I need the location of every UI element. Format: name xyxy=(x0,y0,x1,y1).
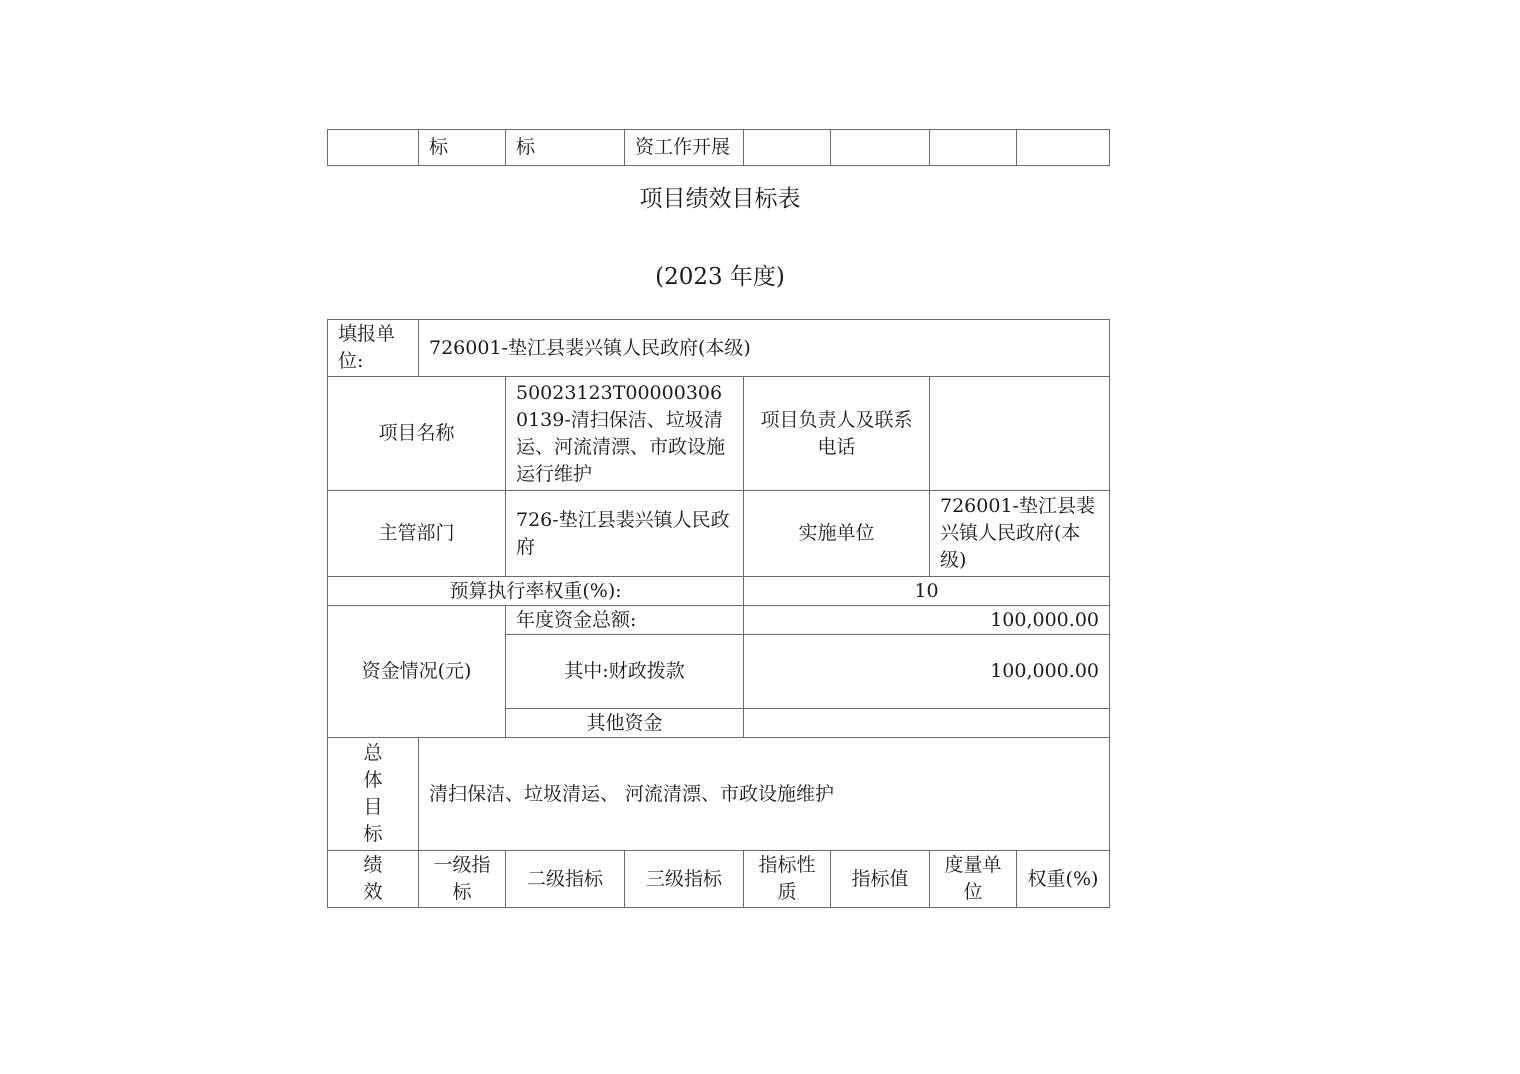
dept-label: 主管部门 xyxy=(328,491,506,577)
funds-total-label: 年度资金总额: xyxy=(506,606,744,635)
table-cell xyxy=(831,130,930,166)
table-cell: 资工作开展 xyxy=(625,130,744,166)
table-row xyxy=(328,130,1110,166)
funds-other-label: 其他资金 xyxy=(506,709,744,738)
impl-unit-value: 726001-垫江县裴兴镇人民政府(本级) xyxy=(930,491,1110,577)
overall-goal-value: 清扫保洁、垃圾清运、 河流清漂、市政设施维护 xyxy=(419,738,1110,851)
level3-indicator-header: 三级指标 xyxy=(625,851,744,908)
table-cell xyxy=(744,130,831,166)
funds-fiscal-value: 100,000.00 xyxy=(744,635,1110,709)
unit-label: 填报单位: xyxy=(328,320,419,377)
funds-total-value: 100,000.00 xyxy=(744,606,1110,635)
label-char: 总 xyxy=(363,742,383,764)
project-name-value: 50023123T000003060139-清扫保洁、垃圾清运、河流清漂、市政设施运行维护 xyxy=(506,377,744,491)
measure-unit-header: 度量单位 xyxy=(930,851,1017,908)
weight-header: 权重(%) xyxy=(1017,851,1110,908)
funds-label: 资金情况(元) xyxy=(328,606,506,738)
indicator-value-header: 指标值 xyxy=(831,851,930,908)
project-name-row xyxy=(328,377,1110,491)
table-cell xyxy=(1017,130,1110,166)
label-char: 目 xyxy=(363,796,383,818)
continuation-table-row xyxy=(327,129,1110,166)
funds-total-row xyxy=(328,606,1110,635)
table-cell: 标 xyxy=(419,130,506,166)
project-name-label: 项目名称 xyxy=(328,377,506,491)
funds-fiscal-label: 其中:财政拨款 xyxy=(506,635,744,709)
table-cell xyxy=(930,130,1017,166)
label-char: 效 xyxy=(363,881,383,903)
label-char: 体 xyxy=(363,769,383,791)
level1-indicator-header: 一级指标 xyxy=(419,851,506,908)
table-cell: 标 xyxy=(506,130,625,166)
budget-weight-value: 10 xyxy=(744,577,1110,606)
dept-row xyxy=(328,491,1110,577)
label-char: 标 xyxy=(363,823,383,845)
indicator-header-row xyxy=(328,851,1110,908)
overall-goal-row xyxy=(328,738,1110,851)
unit-row xyxy=(328,320,1110,377)
unit-value: 726001-垫江县裴兴镇人民政府(本级) xyxy=(419,320,1110,377)
contact-value xyxy=(930,377,1110,491)
performance-goal-table xyxy=(327,319,1110,908)
page-title: 项目绩效目标表 xyxy=(639,186,801,212)
overall-goal-label xyxy=(328,738,419,851)
contact-label: 项目负责人及联系电话 xyxy=(744,377,930,491)
table-cell xyxy=(328,130,419,166)
budget-weight-label: 预算执行率权重(%): xyxy=(328,577,744,606)
impl-unit-label: 实施单位 xyxy=(744,491,930,577)
indicator-nature-header: 指标性质 xyxy=(744,851,831,908)
budget-weight-row xyxy=(328,577,1110,606)
year-subtitle: (2023 年度) xyxy=(655,264,785,290)
dept-value: 726-垫江县裴兴镇人民政府 xyxy=(506,491,744,577)
performance-label xyxy=(328,851,419,908)
funds-other-value xyxy=(744,709,1110,738)
level2-indicator-header: 二级指标 xyxy=(506,851,625,908)
label-char: 绩 xyxy=(363,854,383,876)
